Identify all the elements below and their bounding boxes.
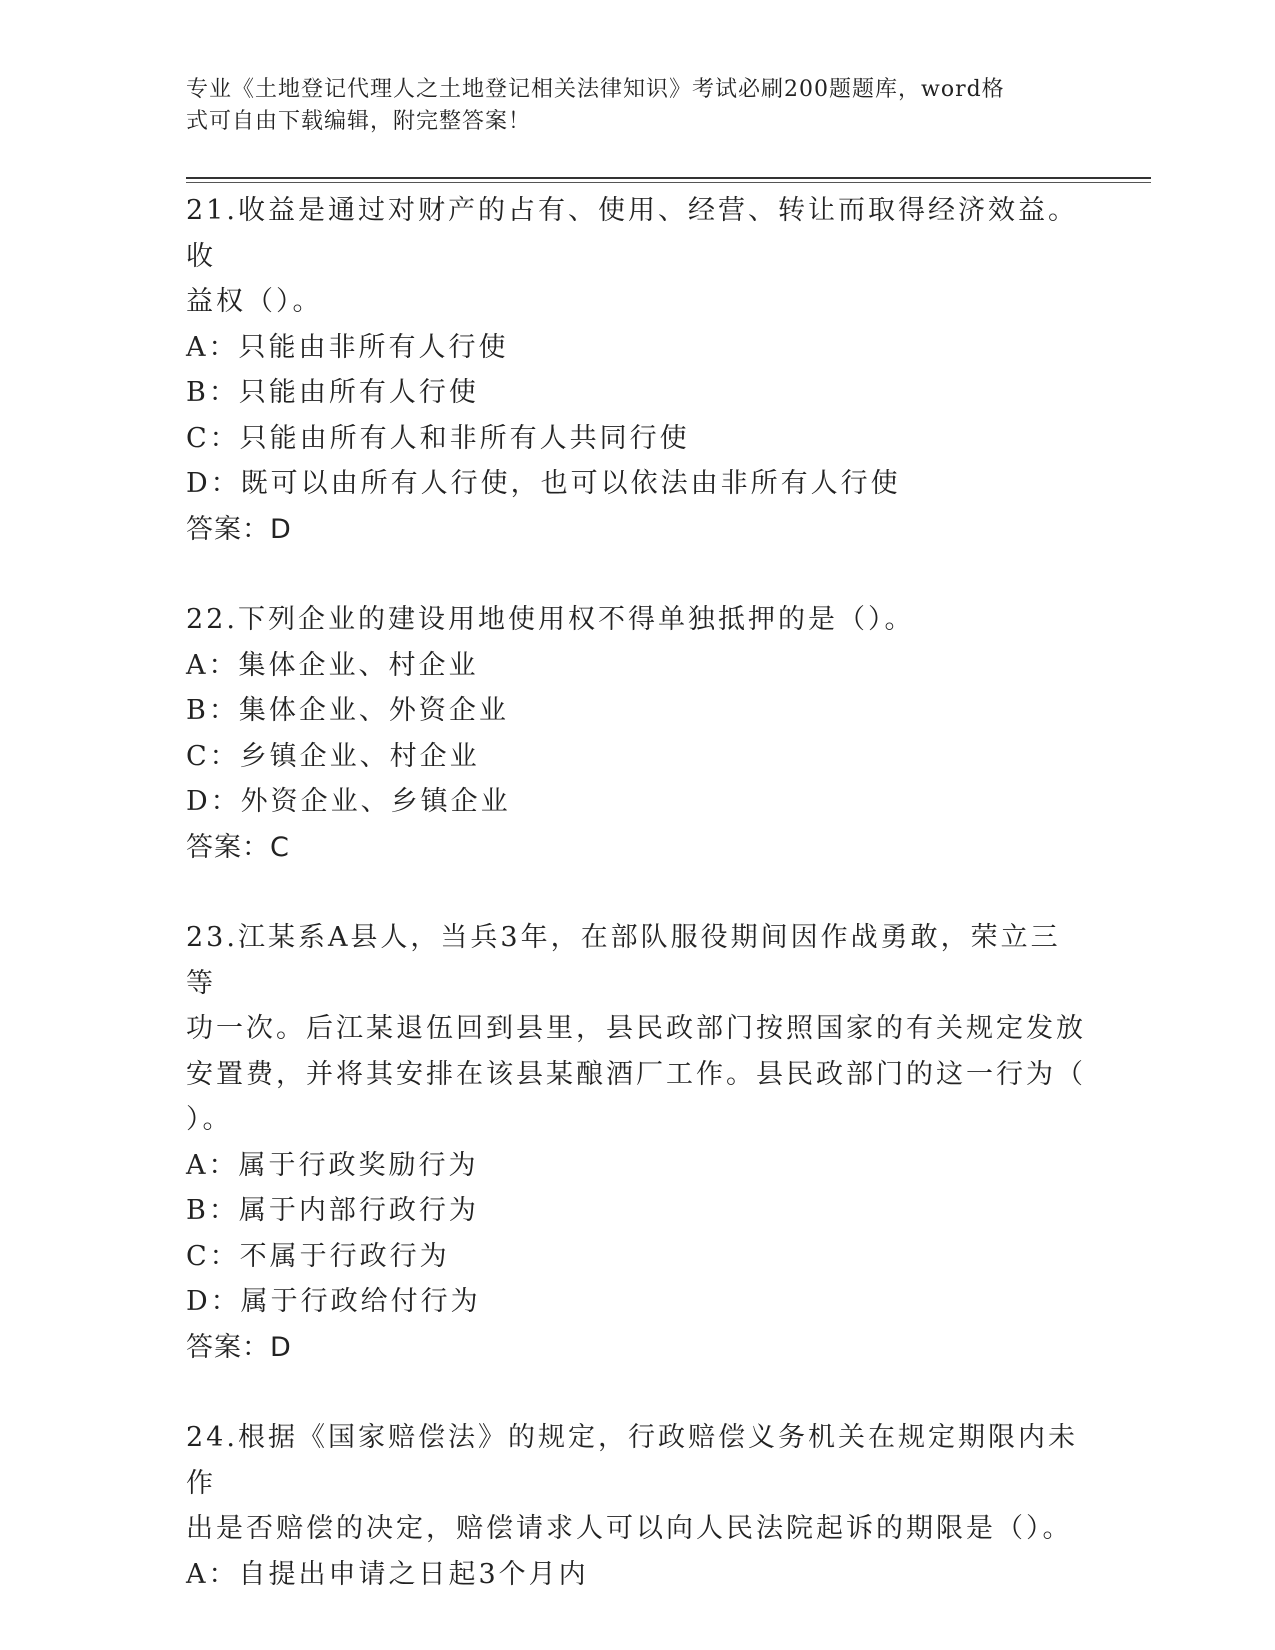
document-header <box>186 74 1066 138</box>
question-stem-line: 益权（）。 <box>186 286 323 317</box>
option-a: A：集体企业、村企业 <box>186 649 479 681</box>
option-b: B：属于内部行政行为 <box>186 1195 479 1226</box>
question-spacer <box>186 1370 1086 1415</box>
question-stem-line: 出是否赔偿的决定，赔偿请求人可以向人民法院起诉的期限是（）。 <box>186 1513 1073 1544</box>
option-c: C：只能由所有人和非所有人共同行使 <box>186 422 690 454</box>
question-spacer <box>186 870 1086 915</box>
answer-line: 答案：D <box>186 513 292 545</box>
header-line-1: 专业《土地登记代理人之土地登记相关法律知识》考试必刷200题题库，word格 <box>186 77 1005 102</box>
question-stem-line: ）。 <box>186 1104 233 1135</box>
option-a: A：只能由非所有人行使 <box>186 331 509 363</box>
question-stem-line: 22.下列企业的建设用地使用权不得单独抵押的是（）。 <box>186 604 915 635</box>
question-stem-line: 24.根据《国家赔偿法》的规定，行政赔偿义务机关在规定期限内未作 <box>186 1422 1078 1499</box>
option-d: D：属于行政给付行为 <box>186 1286 481 1317</box>
question-22 <box>186 597 1086 870</box>
question-stem-line: 安置费，并将其安排在该县某酿酒厂工作。县民政部门的这一行为（ <box>186 1058 1086 1090</box>
answer-line: 答案：D <box>186 1331 292 1363</box>
header-divider-thick <box>186 177 1151 179</box>
option-b: B：只能由所有人行使 <box>186 377 479 408</box>
question-23 <box>186 915 1086 1370</box>
option-d: D：既可以由所有人行使，也可以依法由非所有人行使 <box>186 468 901 499</box>
question-stem-line: 23.江某系A县人，当兵3年，在部队服役期间因作战勇敢，荣立三等 <box>186 922 1061 999</box>
option-c: C：乡镇企业、村企业 <box>186 740 480 772</box>
question-21 <box>186 188 1086 552</box>
question-stem-line: 21.收益是通过对财产的占有、使用、经营、转让而取得经济效益。收 <box>186 195 1078 272</box>
answer-line: 答案：C <box>186 831 290 863</box>
option-b: B：集体企业、外资企业 <box>186 695 509 726</box>
option-a: A：自提出申请之日起3个月内 <box>186 1558 589 1590</box>
option-a: A：属于行政奖励行为 <box>186 1149 479 1181</box>
option-d: D：外资企业、乡镇企业 <box>186 786 511 817</box>
question-spacer <box>186 552 1086 597</box>
header-divider-thin <box>186 182 1151 183</box>
question-stem-line: 功一次。后江某退伍回到县里，县民政部门按照国家的有关规定发放 <box>186 1013 1086 1044</box>
option-c: C：不属于行政行为 <box>186 1240 450 1272</box>
header-line-2: 式可自由下载编辑，附完整答案！ <box>186 109 532 134</box>
question-list <box>186 188 1086 1597</box>
question-24 <box>186 1415 1086 1597</box>
